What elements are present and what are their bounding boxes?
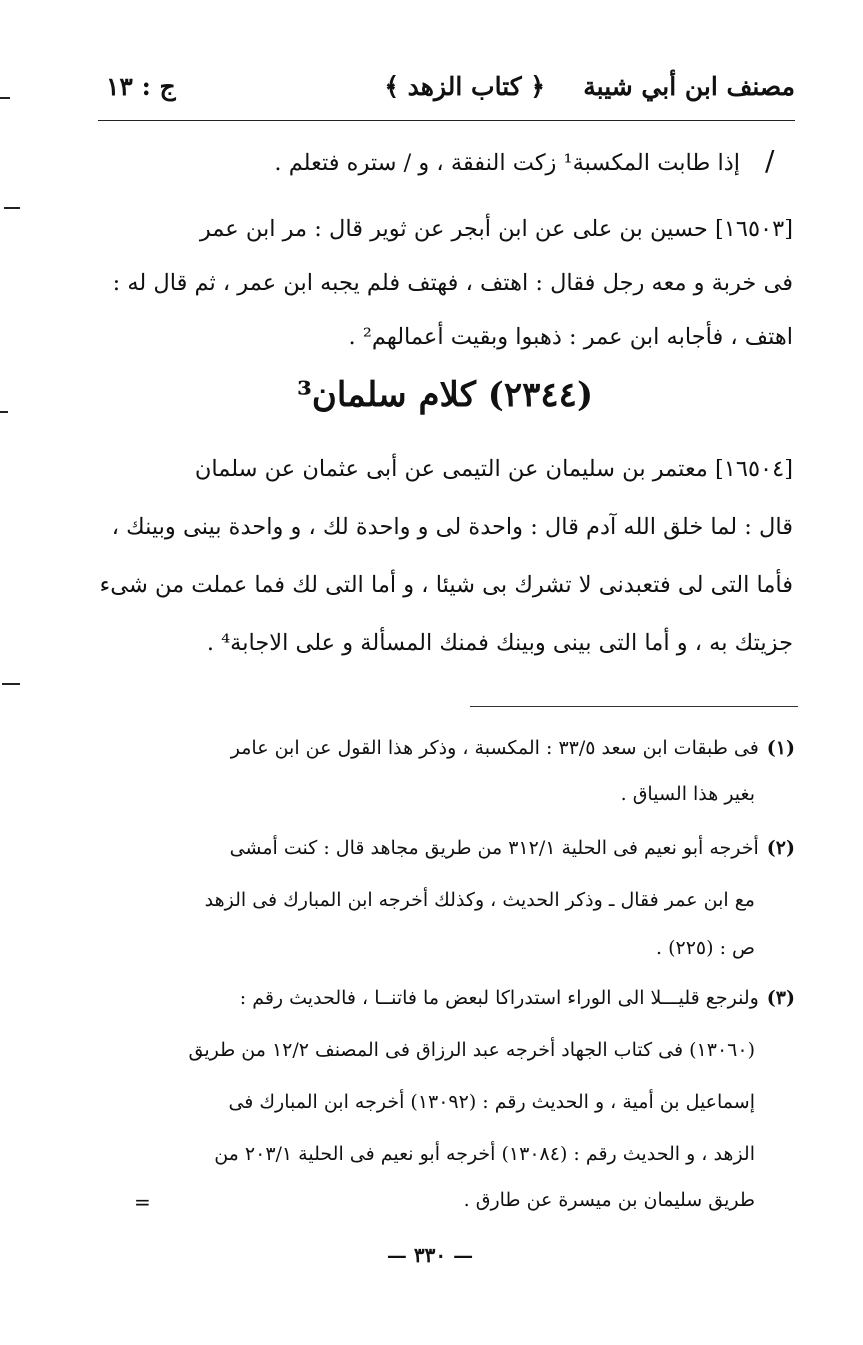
section-text-line: جزيتك به ، و أما التى بينى وبينك فمنك المسألة و على الاجابة⁴ . [206, 630, 793, 656]
main-text-line: [١٦٥٠٣] حسين بن على عن ابن أبجر عن ثوير قال : مر ابن عمر [199, 216, 793, 242]
continuation-mark: = [134, 1190, 151, 1214]
scan-mark [2, 683, 20, 685]
section-text-line: فأما التى لى فتعبدنى لا تشرك بى شيئا ، و أما التى لك فما عملت من شىء [99, 572, 793, 598]
footnote-text-line: فى طبقات ابن سعد ٣٣/٥ : المكسبة ، وذكر هذا القول عن ابن عامر [230, 737, 759, 759]
footnote-1 [105, 722, 795, 814]
header-volume: ج : ١٣ [106, 72, 176, 101]
main-text-line: إذا طابت المكسبة¹ زكت النفقة ، و / ستره فتعلم . [274, 150, 740, 176]
footnote-text-line: مع ابن عمر فقال ـ وذكر الحديث ، وكذلك أخرجه ابن المبارك فى الزهد [204, 889, 755, 911]
main-text-line: اهتف ، فأجابه ابن عمر : ذهبوا وبقيت أعمالهم² . [348, 324, 793, 350]
footnote-number: (٢) [766, 837, 795, 859]
section-text-line: قال : لما خلق الله آدم قال : واحدة لى و واحدة لك ، و واحدة بينى وبينك ، [111, 514, 793, 540]
footnote-2 [105, 822, 795, 970]
section-heading: (٢٣٤٤) كلام سلمان³ [296, 375, 594, 415]
footnote-text-line: الزهد ، و الحديث رقم : (١٣٠٨٤) أخرجه أبو نعيم فى الحلية ٢٠٣/١ من [214, 1143, 755, 1165]
running-header [98, 70, 795, 114]
footnote-number: (٣) [766, 987, 795, 1009]
footnote-number: (١) [766, 737, 795, 759]
hadith-16503 [105, 202, 793, 364]
scan-mark [4, 207, 20, 209]
footnote-text-line: ولنرجع قليـــلا الى الوراء استدراكا لبعض ما فاتنــا ، فالحديث رقم : [239, 987, 759, 1009]
scan-mark [0, 411, 8, 413]
header-rule [98, 120, 795, 121]
scan-mark [0, 97, 10, 99]
page-number: — ٣٣٠ — [386, 1243, 474, 1267]
main-text-block [110, 136, 740, 190]
footnote-text-line: (١٣٠٦٠) فى كتاب الجهاد أخرجه عبد الرزاق فى المصنف ١٢/٢ من طريق [188, 1039, 755, 1061]
footnote-text-line: ص : (٢٢٥) . [656, 937, 755, 959]
header-book-title: مصنف ابن أبي شيبة [583, 72, 795, 101]
footnote-text-line: بغير هذا السياق . [620, 783, 755, 805]
main-text-line: فى خربة و معه رجل فقال : اهتف ، فهتف فلم يجبه ابن عمر ، ثم قال له : [112, 270, 793, 296]
footnote-text-line: أخرجه أبو نعيم فى الحلية ٣١٢/١ من طريق مجاهد قال : كنت أمشى [229, 837, 759, 859]
margin-marker: / [765, 144, 775, 177]
header-chapter-title: ﴿ كتاب الزهد ﴾ [384, 72, 545, 101]
hadith-16504 [99, 440, 793, 672]
footnote-text-line: إسماعيل بن أمية ، و الحديث رقم : (١٣٠٩٢) أخرجه ابن المبارك فى [228, 1091, 755, 1113]
section-text-line: [١٦٥٠٤] معتمر بن سليمان عن التيمى عن أبى عثمان عن سلمان [194, 456, 793, 482]
footnote-3 [105, 972, 795, 1220]
footnote-separator [470, 706, 798, 707]
footnote-text-line: طريق سليمان بن ميسرة عن طارق . [463, 1189, 755, 1211]
